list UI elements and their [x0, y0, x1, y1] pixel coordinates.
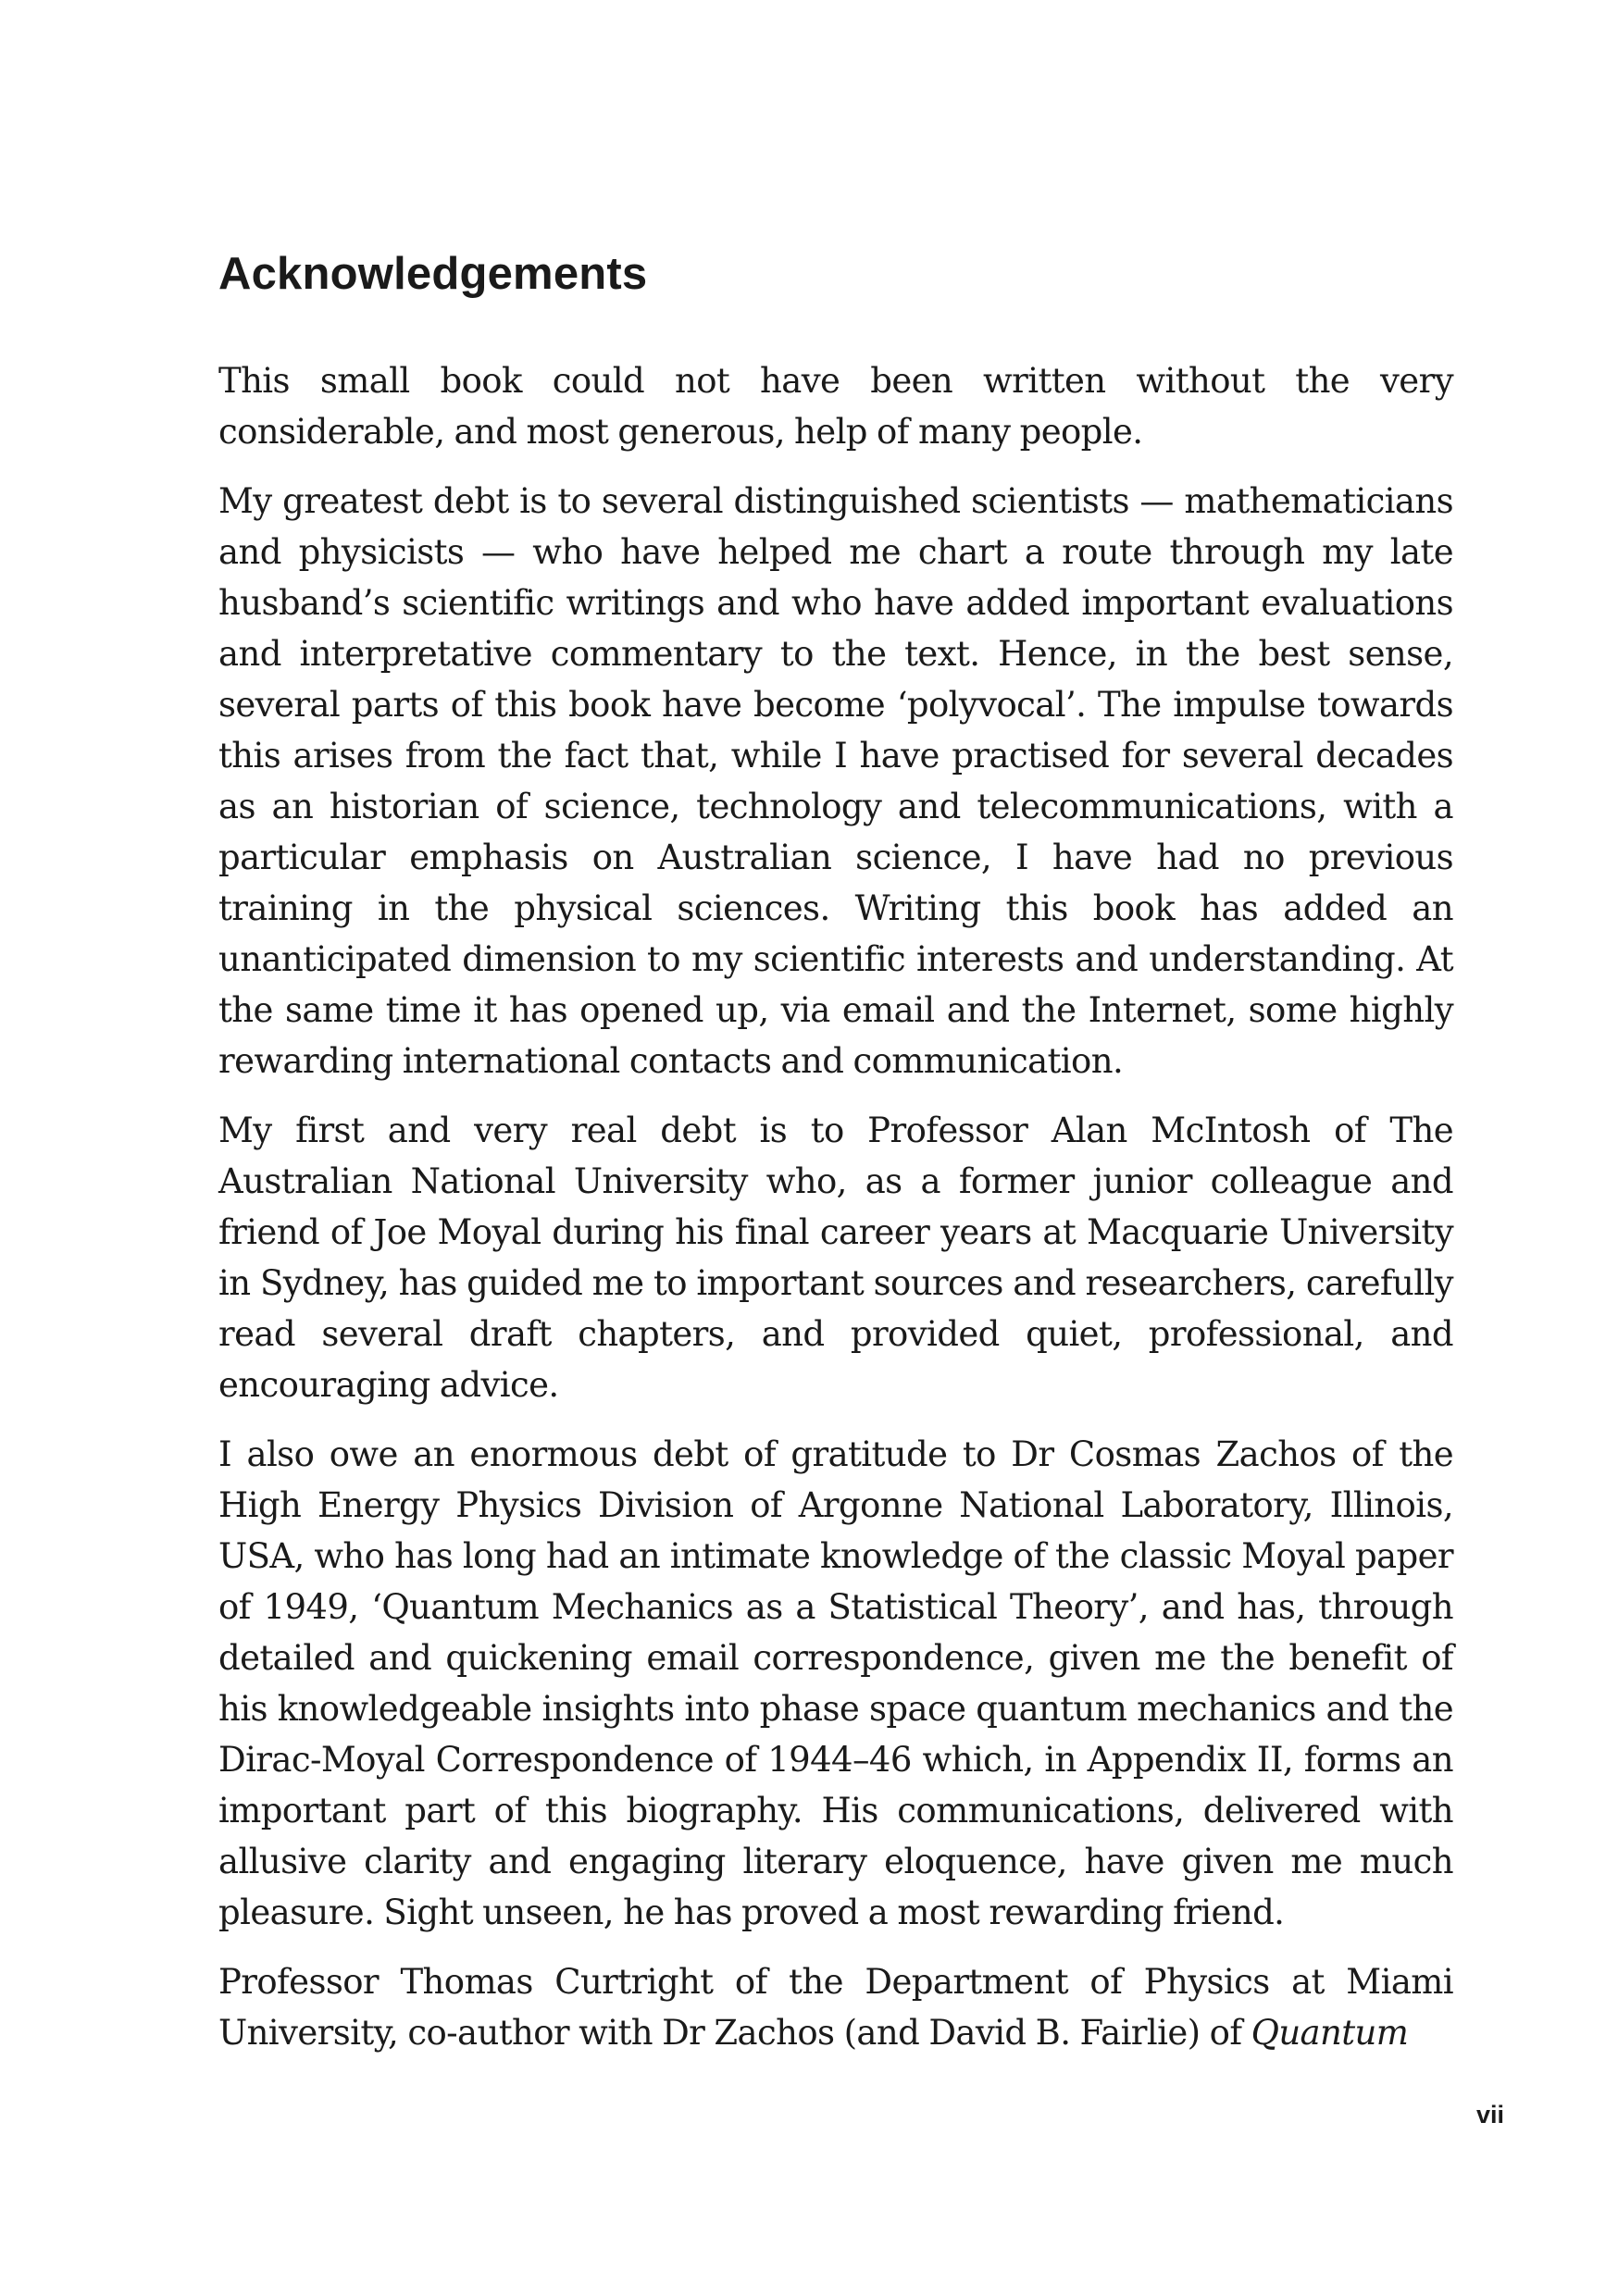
paragraph: This small book could not have been written without the very considerable, and most generous, help of many people. — [218, 361, 1453, 452]
paragraph: My greatest debt is to several distinguished scientists — mathematicians and physicists — who have helped me chart a route through my late husband’s scientific writings and who have added important evaluations and interpretative commentary to the text. Hence, in the best sense, several parts of this book have become ‘polyvocal’. The impulse towards this arises from the fact that, while I have practised for several decades as an historian of science, technology and telecommunications, with a particular emphasis on Australian science, I have had no previous training in the physical sciences. Writing this book has added an unanticipated dimension to my scientific interests and understanding. At the same time it has opened up, via email and the Internet, some highly rewarding international contacts and communication. — [218, 481, 1453, 1081]
paragraph: My first and very real debt is to Professor Alan McIntosh of The Australian National University who, as a former junior colleague and friend of Joe Moyal during his final career years at Macquarie University in Sydney, has guided me to important sources and researchers, carefully read several draft chapters, and provided quiet, professional, and encouraging advice. — [218, 1111, 1453, 1405]
body-text — [218, 355, 1453, 2058]
paragraph: I also owe an enormous debt of gratitude to Dr Cosmas Zachos of the High Energy Physics Division of Argonne National Laboratory, Illinois, USA, who has long had an intimate knowledge of the classic Moyal paper of 1949, ‘Quantum Mechanics as a Statistical Theory’, and has, through detailed and quickening email correspondence, given me the benefit of his knowledgeable insights into phase space quantum mechanics and the Dirac-Moyal Correspondence of 1944–46 which, in Appendix II, forms an important part of this biography. His communications, delivered with allusive clarity and engaging literary eloquence, have given me much pleasure. Sight unseen, he has proved a most rewarding friend. — [218, 1434, 1453, 1932]
page-number: vii — [1475, 2101, 1504, 2128]
page-title: Acknowledgements — [218, 249, 648, 299]
book-title-italic: Quantum — [1251, 2013, 1409, 2053]
paragraph-last — [218, 1956, 1453, 2058]
paragraph-text: Professor Thomas Curtright of the Department of Physics at Miami University, co-author with Dr Zachos (and David B. Fairlie) of — [218, 1962, 1453, 2053]
